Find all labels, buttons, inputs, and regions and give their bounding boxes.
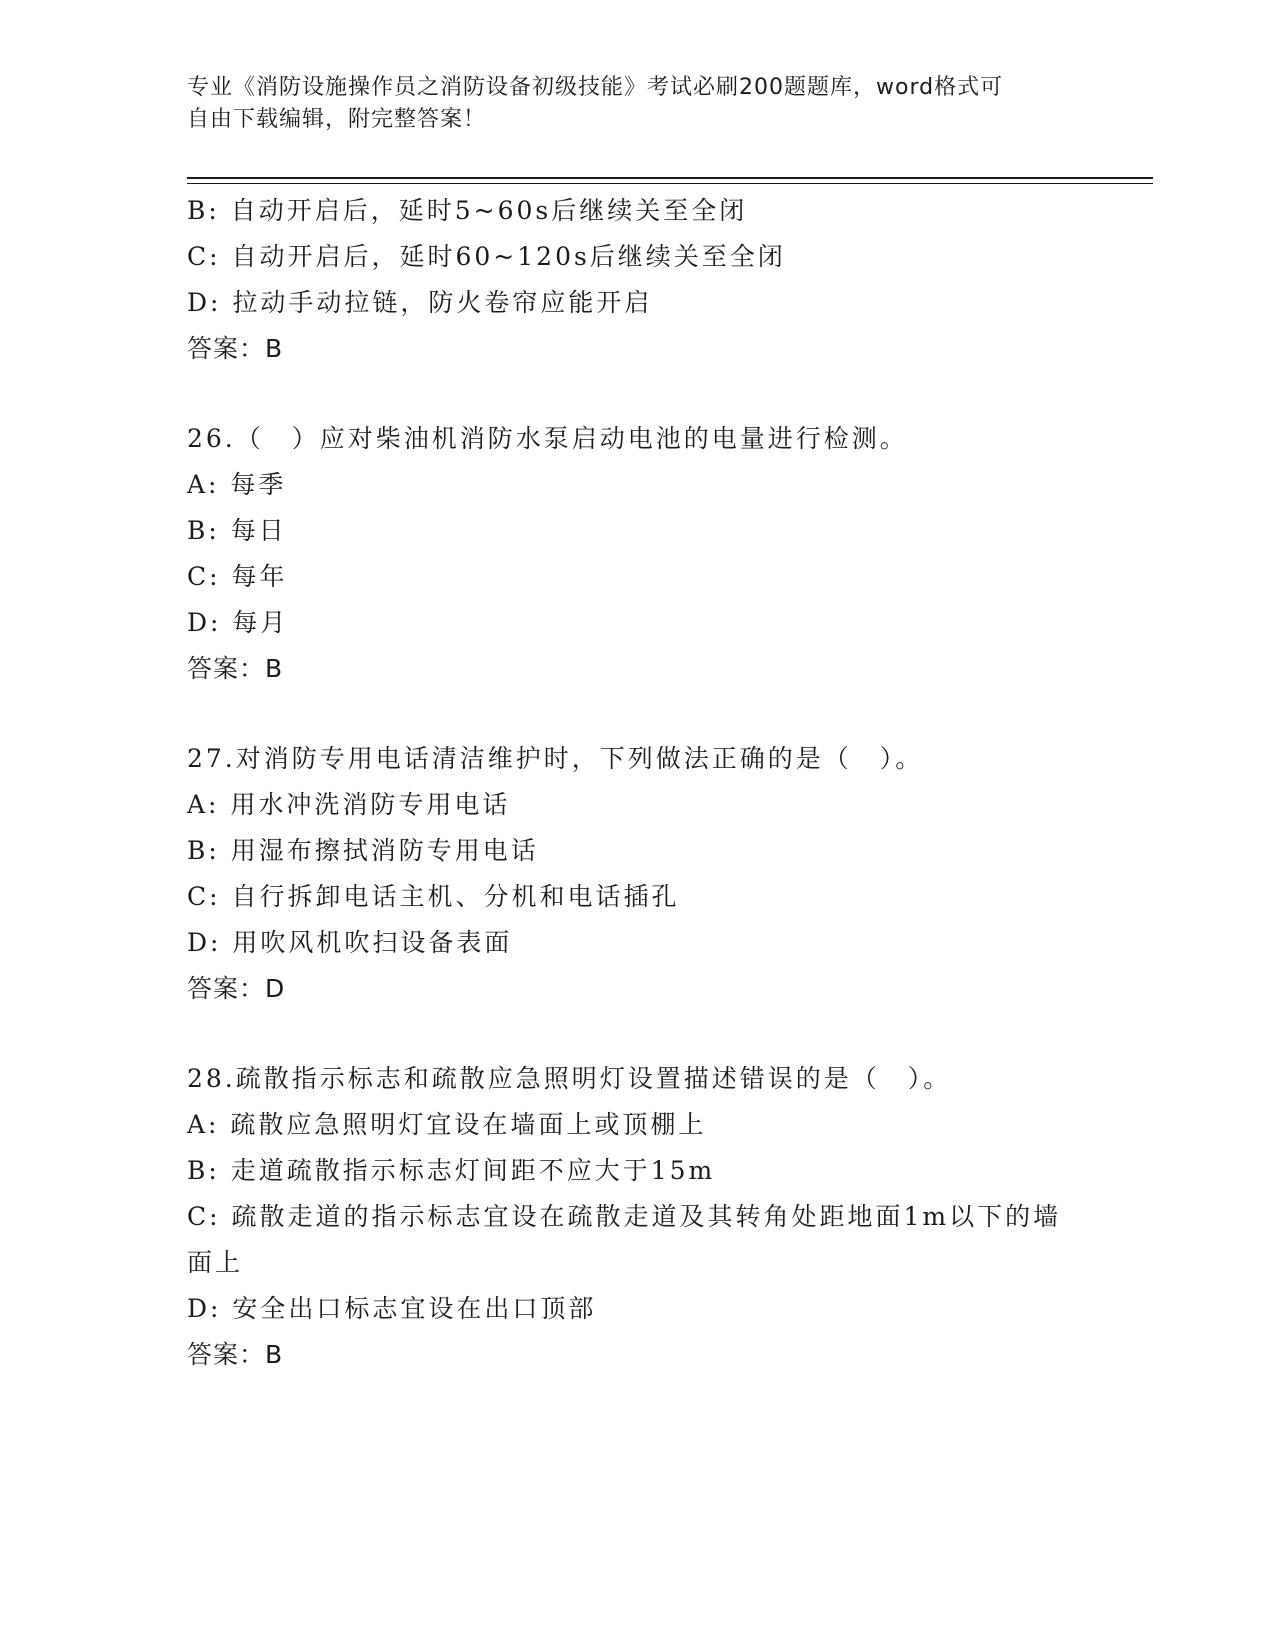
option-a: A: 每季 (187, 470, 287, 499)
option-b: B: 用湿布擦拭消防专用电话 (187, 836, 539, 865)
answer-line: 答案：B (187, 654, 284, 683)
option-c: C: 每年 (187, 562, 288, 591)
question-block-26 (187, 416, 1087, 692)
question-stem: 26.（ ）应对柴油机消防水泵启动电池的电量进行检测。 (187, 424, 908, 453)
option-b: B: 自动开启后，延时5~60s后继续关至全闭 (187, 196, 748, 225)
option-a: A: 疏散应急照明灯宜设在墙面上或顶棚上 (187, 1110, 707, 1139)
document-body (187, 188, 1087, 1378)
question-block-28 (187, 1056, 1087, 1378)
question-stem: 27.对消防专用电话清洁维护时，下列做法正确的是（ ）。 (187, 744, 924, 773)
option-b: B: 每日 (187, 516, 287, 545)
option-d: D: 每月 (187, 608, 289, 637)
header-line-2: 自由下载编辑，附完整答案！ (187, 107, 487, 132)
header-line-1: 专业《消防设施操作员之消防设备初级技能》考试必刷200题题库，word格式可 (187, 75, 1004, 100)
spacer (187, 692, 1087, 736)
question-block-25-continued (187, 188, 1087, 372)
option-c: C: 自行拆卸电话主机、分机和电话插孔 (187, 882, 680, 911)
spacer (187, 1012, 1087, 1056)
option-d: D: 用吹风机吹扫设备表面 (187, 928, 513, 957)
question-block-27 (187, 736, 1087, 1012)
answer-line: 答案：D (187, 974, 286, 1003)
option-a: A: 用水冲洗消防专用电话 (187, 790, 511, 819)
option-c: C: 疏散走道的指示标志宜设在疏散走道及其转角处距地面1m以下的墙面上 (187, 1202, 1062, 1277)
spacer (187, 372, 1087, 416)
answer-line: 答案：B (187, 1340, 284, 1369)
header-divider-thick (187, 177, 1153, 179)
option-d: D: 安全出口标志宜设在出口顶部 (187, 1294, 597, 1323)
option-b: B: 走道疏散指示标志灯间距不应大于15m (187, 1156, 716, 1185)
page-header (187, 72, 1067, 136)
answer-line: 答案：B (187, 334, 284, 363)
question-stem: 28.疏散指示标志和疏散应急照明灯设置描述错误的是（ ）。 (187, 1064, 952, 1093)
header-divider-thin (187, 183, 1153, 184)
option-d: D: 拉动手动拉链，防火卷帘应能开启 (187, 288, 653, 317)
option-c: C: 自动开启后，延时60~120s后继续关至全闭 (187, 242, 786, 271)
